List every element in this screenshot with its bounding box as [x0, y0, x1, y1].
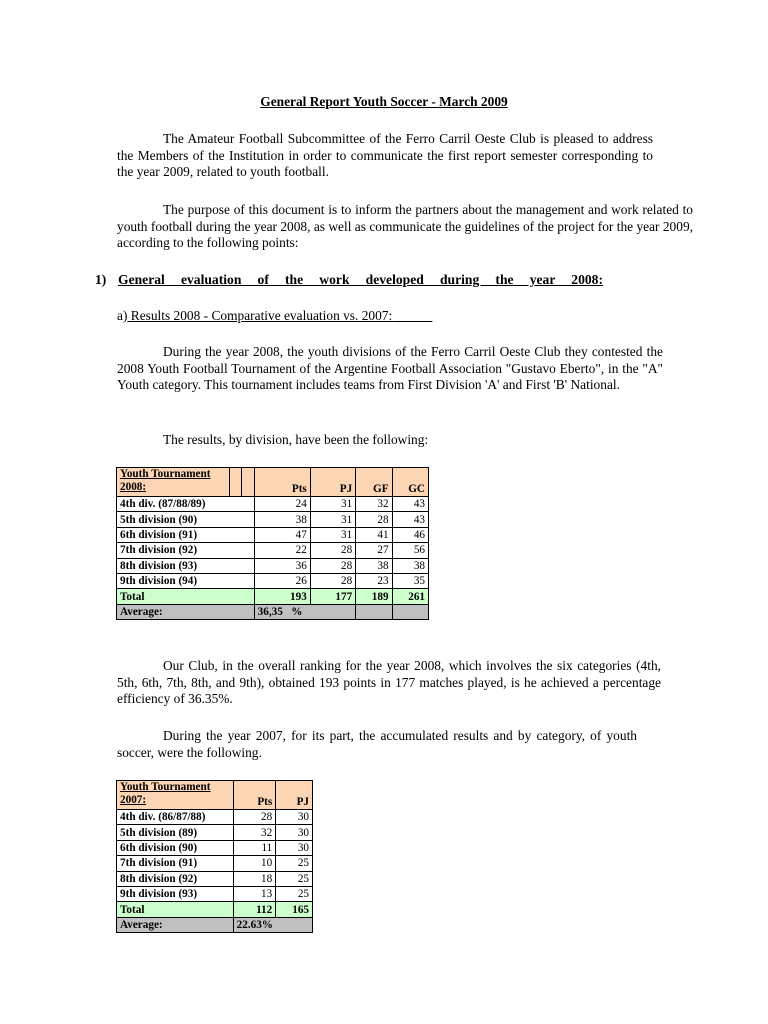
paragraph-ranking-text: Our Club, in the overall ranking for the year 2008, which involves the six categories (4th, 5th, 6th, 7th, 8th, and 9th), obtained 193 points in 177 matches played, is he achieved a percentage efficiency of 36.35%. [117, 658, 661, 706]
total-label: Total [117, 589, 255, 604]
results-table-2007 [116, 780, 313, 933]
table-row [117, 543, 429, 558]
goals-for-cell: 41 [356, 527, 392, 542]
total-points: 193 [254, 589, 310, 604]
table-2008-col-pts: Pts [254, 468, 310, 497]
table-2007-header-row [117, 781, 313, 810]
section-1-title: General evaluation of the work developed during the year 2008: [118, 272, 603, 287]
goals-against-cell: 46 [392, 527, 428, 542]
intro-1-text: The Amateur Football Subcommittee of the Ferro Carril Oeste Club is pleased to address the Members of the Institution in order to communicate the first report semester corresponding to the year 2009, related to youth football. [117, 131, 653, 179]
average-label: Average: [117, 917, 234, 932]
division-name: 7th division (92) [117, 543, 255, 558]
goals-for-cell: 27 [356, 543, 392, 558]
points-cell: 26 [254, 573, 310, 588]
table-row [117, 871, 313, 886]
subsection-a-title: Results 2008 - Comparative evaluation vs. 2007: [130, 308, 393, 323]
table-2008-total-row [117, 589, 429, 604]
points-cell: 10 [233, 856, 276, 871]
division-name: 8th division (92) [117, 871, 234, 886]
played-cell: 28 [310, 573, 355, 588]
table-row [117, 527, 429, 542]
points-cell: 22 [254, 543, 310, 558]
table-2007-col-pj: PJ [276, 781, 313, 810]
table-2008-header-row [117, 468, 429, 497]
points-cell: 38 [254, 512, 310, 527]
table-row [117, 573, 429, 588]
table-row [117, 512, 429, 527]
division-name: 7th division (91) [117, 856, 234, 871]
table-2008-col-pj: PJ [310, 468, 355, 497]
results-table-2008 [116, 467, 429, 620]
table-row [117, 810, 313, 825]
results-intro-text: The results, by division, have been the following: [163, 432, 429, 447]
division-name: 6th division (91) [117, 527, 255, 542]
paragraph-2008 [117, 344, 663, 394]
played-cell: 31 [310, 512, 355, 527]
played-cell: 25 [276, 871, 313, 886]
table-row [117, 825, 313, 840]
points-cell: 28 [233, 810, 276, 825]
table-2008-col-gc: GC [392, 468, 428, 497]
table-2007-average-row [117, 917, 313, 932]
total-label: Total [117, 902, 234, 917]
paragraph-2007-text: During the year 2007, for its part, the accumulated results and by category, of youth soccer, were the following. [117, 728, 637, 760]
report-title: General Report Youth Soccer - March 2009 [260, 94, 508, 109]
table-2008-average-row [117, 604, 429, 619]
table-2007-total-row [117, 902, 313, 917]
results-intro [117, 432, 428, 449]
points-cell: 36 [254, 558, 310, 573]
table-2008-col-gf: GF [356, 468, 392, 497]
goals-against-cell: 38 [392, 558, 428, 573]
played-cell: 31 [310, 497, 355, 512]
table-row [117, 886, 313, 901]
section-1-number: 1) [95, 272, 107, 287]
played-cell: 28 [310, 543, 355, 558]
intro-paragraph-1 [117, 131, 653, 181]
average-value: 22.63% [233, 917, 312, 932]
total-played: 165 [276, 902, 313, 917]
played-cell: 30 [276, 825, 313, 840]
subsection-a-prefix: a) [117, 308, 128, 323]
played-cell: 25 [276, 856, 313, 871]
total-played: 177 [310, 589, 355, 604]
intro-2-text: The purpose of this document is to inform the partners about the management and work related to youth football during the year 2008, as well as communicate the guidelines of the project for the year 2009, according to the following points: [117, 202, 693, 250]
average-label: Average: [117, 604, 255, 619]
division-name: 5th division (89) [117, 825, 234, 840]
table-row [117, 497, 429, 512]
goals-against-cell: 43 [392, 497, 428, 512]
total-goals-for: 189 [356, 589, 392, 604]
goals-against-cell: 56 [392, 543, 428, 558]
table-2008-title: Youth Tournament 2008: [117, 468, 230, 497]
points-cell: 32 [233, 825, 276, 840]
table-2007-col-pts: Pts [233, 781, 276, 810]
division-name: 4th div. (86/87/88) [117, 810, 234, 825]
division-name: 8th division (93) [117, 558, 255, 573]
points-cell: 18 [233, 871, 276, 886]
goals-for-cell: 23 [356, 573, 392, 588]
paragraph-2007 [117, 728, 637, 761]
goals-for-cell: 32 [356, 497, 392, 512]
division-name: 9th division (93) [117, 886, 234, 901]
section-1-heading [95, 272, 603, 288]
table-2007-title: Youth Tournament 2007: [117, 781, 234, 810]
paragraph-ranking [117, 658, 661, 708]
division-name: 9th division (94) [117, 573, 255, 588]
paragraph-2008-text: During the year 2008, the youth divisions of the Ferro Carril Oeste Club they contested the 2008 Youth Football Tournament of the Argentine Football Association "Gustavo Eberto", in the "A" Youth category. This tournament includes teams from First Division 'A' and First 'B' National. [117, 344, 663, 392]
total-goals-against: 261 [392, 589, 428, 604]
goals-for-cell: 28 [356, 512, 392, 527]
average-value: 36,35 % [254, 604, 356, 619]
division-name: 4th div. (87/88/89) [117, 497, 255, 512]
played-cell: 31 [310, 527, 355, 542]
played-cell: 28 [310, 558, 355, 573]
goals-against-cell: 35 [392, 573, 428, 588]
division-name: 5th division (90) [117, 512, 255, 527]
points-cell: 11 [233, 840, 276, 855]
table-row [117, 856, 313, 871]
points-cell: 13 [233, 886, 276, 901]
subsection-a-heading [117, 308, 432, 324]
played-cell: 30 [276, 810, 313, 825]
total-points: 112 [233, 902, 276, 917]
table-row [117, 840, 313, 855]
points-cell: 24 [254, 497, 310, 512]
played-cell: 30 [276, 840, 313, 855]
goals-for-cell: 38 [356, 558, 392, 573]
played-cell: 25 [276, 886, 313, 901]
intro-paragraph-2 [117, 202, 693, 252]
points-cell: 47 [254, 527, 310, 542]
table-row [117, 558, 429, 573]
goals-against-cell: 43 [392, 512, 428, 527]
division-name: 6th division (90) [117, 840, 234, 855]
